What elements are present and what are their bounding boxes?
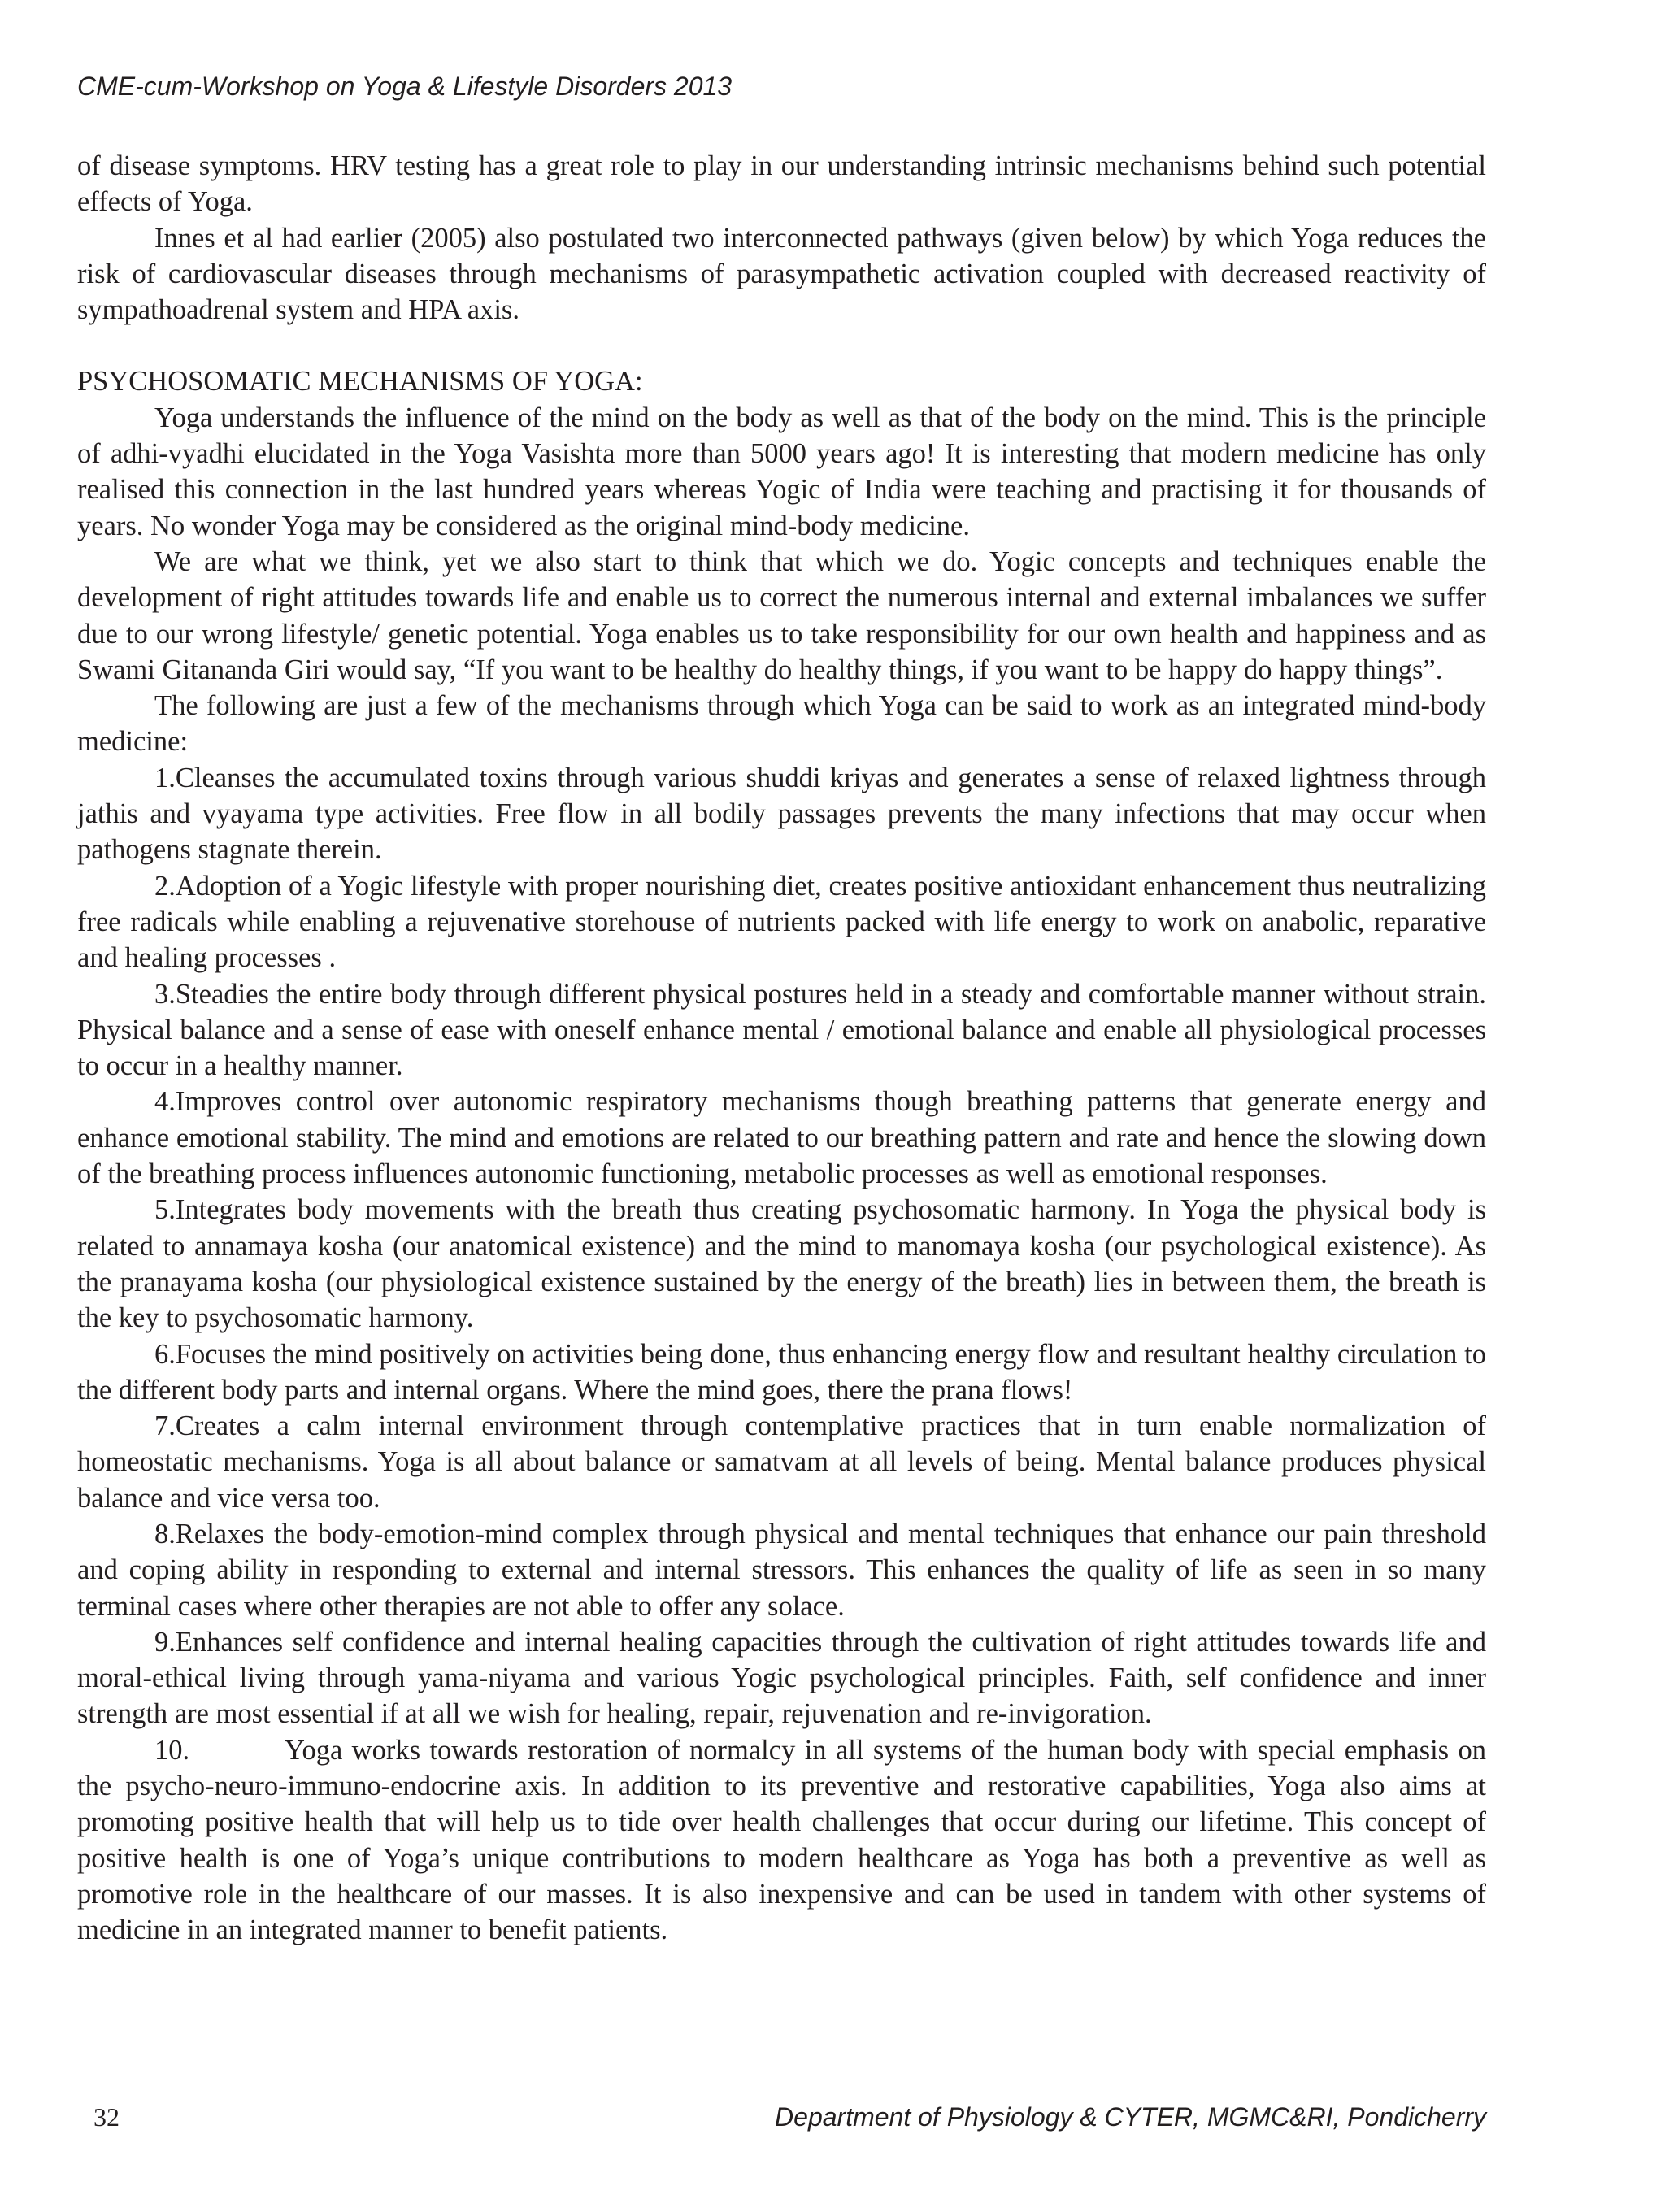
list-item-10-number: 10.	[154, 1734, 190, 1766]
list-item-1: 1.Cleanses the accumulated toxins through various shuddi kriyas and generates a sense of relaxed lightness through jathis and vyayama type activities. Free flow in all bodily passages prevents the many infections that may occur when pathogens stagnate therein.	[77, 762, 1486, 866]
list-item-7: 7.Creates a calm internal environment through contemplative practices that in turn enable normalization of homeostatic mechanisms. Yoga is all about balance or samatvam at all levels of being. Mental balance produces physical balance and vice versa too.	[77, 1410, 1486, 1514]
list-item-8: 8.Relaxes the body-emotion-mind complex through physical and mental techniques that enhance our pain threshold and coping ability in responding to external and internal stressors. This enhances the quality of life as seen in so many terminal cases where other therapies are not able to offer any solace.	[77, 1518, 1486, 1622]
list-item-10	[77, 1732, 1486, 1949]
paragraph-mind-body: Yoga understands the influence of the mind on the body as well as that of the body on the mind. This is the principle of adhi-vyadhi elucidated in the Yoga Vasishta more than 5000 years ago! It is interesting that modern medicine has only realised this connection in the last hundred years whereas Yogic of India were teaching and practising it for thousands of years. No wonder Yoga may be considered as the original mind-body medicine.	[77, 402, 1486, 541]
list-item-6: 6.Focuses the mind positively on activities being done, thus enhancing energy flow and resultant healthy circulation to the different body parts and internal organs. Where the mind goes, there the prana flows!	[77, 1338, 1486, 1406]
list-item-3: 3.Steadies the entire body through different physical postures held in a steady and comfortable manner without strain. Physical balance and a sense of ease with oneself enhance mental / emotional balance and enable all physiological processes to occur in a healthy manner.	[77, 978, 1486, 1082]
paragraph-innes: Innes et al had earlier (2005) also postulated two interconnected pathways (given below) by which Yoga reduces the risk of cardiovascular diseases through mechanisms of parasympathetic activation coupled with decreased reactivity of sympathoadrenal system and HPA axis.	[77, 222, 1486, 326]
paragraph-we-are: We are what we think, yet we also start to think that which we do. Yogic concepts and techniques enable the development of right attitudes towards life and enable us to correct the numerous internal and external imbalances we suffer due to our wrong lifestyle/ genetic potential. Yoga enables us to take responsibility for our own health and happiness and as Swami Gitananda Giri would say, “If you want to be healthy do healthy things, if you want to be happy do happy things”.	[77, 545, 1486, 685]
paragraph-following: The following are just a few of the mechanisms through which Yoga can be said to work as an integrated mind-body medicine:	[77, 690, 1486, 758]
list-item-9: 9.Enhances self confidence and internal healing capacities through the cultivation of right attitudes towards life and moral-ethical living through yama-niyama and various Yogic psychological principles. Faith, self confidence and inner strength are most essential if at all we wish for healing, repair, rejuvenation and re-invigoration.	[77, 1626, 1486, 1730]
list-item-2: 2.Adoption of a Yogic lifestyle with proper nourishing diet, creates positive antioxidant enhancement thus neutralizing free radicals while enabling a rejuvenative storehouse of nutrients packed with life energy to work on anabolic, reparative and healing processes .	[77, 870, 1486, 974]
list-item-10-text: Yoga works towards restoration of normalcy in all systems of the human body with special emphasis on the psycho-neuro-immuno-endocrine axis. In addition to its preventive and restorative capabilities, Yoga also aims at promoting positive health that will help us to tide over health challenges that occur during our lifetime. This concept of positive health is one of Yoga’s unique contributions to modern healthcare as Yoga has both a preventive as well as promotive role in the healthcare of our masses. It is also inexpensive and can be used in tandem with other systems of medicine in an integrated manner to benefit patients.	[77, 1734, 1486, 1946]
list-item-5: 5.Integrates body movements with the breath thus creating psychosomatic harmony. In Yoga the physical body is related to annamaya kosha (our anatomical existence) and the mind to manomaya kosha (our psychological existence). As the pranayama kosha (our physiological existence sustained by the energy of the breath) lies in between them, the breath is the key to psychosomatic harmony.	[77, 1194, 1486, 1334]
paragraph-continued: of disease symptoms. HRV testing has a great role to play in our understanding intrinsic mechanisms behind such potential effects of Yoga.	[77, 150, 1486, 218]
running-header: CME-cum-Workshop on Yoga & Lifestyle Disorders 2013	[77, 72, 733, 101]
list-item-4: 4.Improves control over autonomic respiratory mechanisms though breathing patterns that generate energy and enhance emotional stability. The mind and emotions are related to our breathing pattern and rate and hence the slowing down of the breathing process influences autonomic functioning, metabolic processes as well as emotional responses.	[77, 1086, 1486, 1190]
page-number: 32	[93, 2102, 120, 2132]
page-body	[77, 148, 1486, 1949]
footer-department: Department of Physiology & CYTER, MGMC&RI, Pondicherry	[775, 2102, 1486, 2132]
section-heading: PSYCHOSOMATIC MECHANISMS OF YOGA:	[77, 366, 643, 398]
